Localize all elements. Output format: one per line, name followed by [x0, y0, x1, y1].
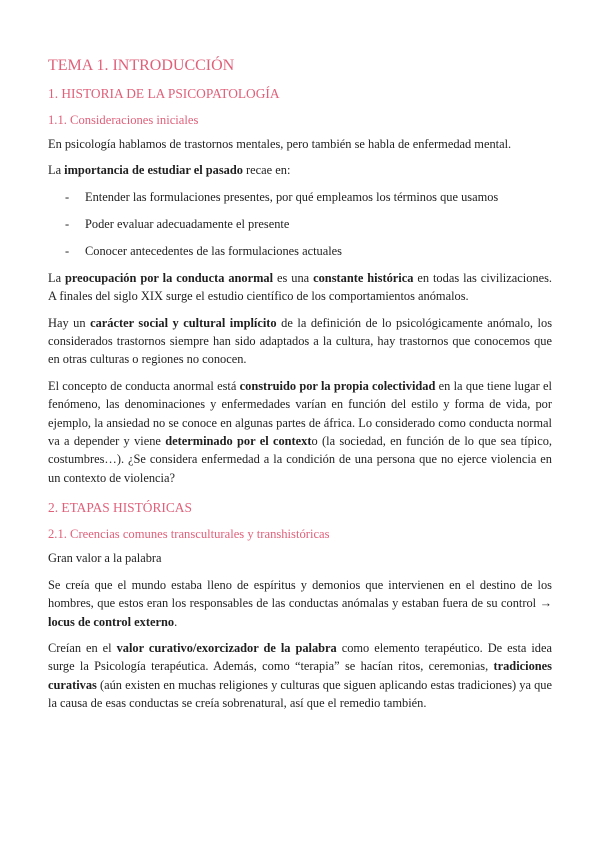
document-page — [48, 56, 552, 721]
section-2-1-subheading: 2.1. Creencias comunes transculturales y transhistóricas — [48, 527, 330, 542]
section-2-heading: 2. ETAPAS HISTÓRICAS — [48, 500, 192, 516]
page-title: TEMA 1. INTRODUCCIÓN — [48, 57, 235, 74]
section-1-1-subheading: 1.1. Consideraciones iniciales — [48, 113, 199, 127]
paragraph-concept: El concepto de conducta anormal está construido por la propia colectividad en la que tiene lugar el fenómeno, las denominaciones y enfermedades varían en función del estilo y forma de vida, por ejemplo, la ansiedad no se conoce en algunas partes de áfrica. Lo considerado como conducta normal va a depender y viene determinado por el contexto (la sociedad, en función de lo que sea típico, costumbres…). ¿Se considera enfermedad a la condición de una persona que no ejerce violencia en un contexto de violencia? — [48, 378, 552, 485]
list-item: - Poder evaluar adecuadamente el presente — [65, 216, 290, 231]
list-item: - Entender las formulaciones presentes, por qué empleamos los términos que usamos — [65, 189, 499, 204]
paragraph-healing-word: Creían en el valor curativo/exorcizador de la palabra como elemento terapéutico. De esta idea surge la Psicología terapéutica. Además, como “terapia” se hacían ritos, ceremonias, tradiciones curativas (aún existen en muchas religiones y culturas que siguen aplicando estas tradiciones) ya que la causa de esas conductas se creía sobrenatural, así que el remedio también. — [48, 640, 552, 711]
list-item: - Conocer antecedentes de las formulaciones actuales — [65, 243, 342, 258]
reasons-list — [48, 188, 552, 260]
paragraph-spirits: Se creía que el mundo estaba lleno de espíritus y demonios que intervienen en el destino de los hombres, que estos eran los responsables de las conductas anómalas y estaban fuera de su control → locus de control externo. — [48, 577, 552, 629]
paragraph-word-value: Gran valor a la palabra — [48, 551, 162, 566]
paragraph-social-cultural: Hay un carácter social y cultural implícito de la definición de lo psicológicamente anómalo, los considerados trastornos siempre han sido adaptados a la cultura, hay trastornos que conocemos que en otras culturas o regiones no conocen. — [48, 315, 553, 367]
paragraph-importance: La importancia de estudiar el pasado recae en: — [48, 163, 291, 178]
section-1-heading: 1. HISTORIA DE LA PSICOPATOLOGÍA — [48, 86, 280, 101]
paragraph-abnormal-behavior: La preocupación por la conducta anormal es una constante histórica en todas las civilizaciones. A finales del siglo XIX surge el estudio científico de los comportamientos anómalos. — [48, 270, 553, 304]
paragraph-intro: En psicología hablamos de trastornos mentales, pero también se habla de enfermedad mental. — [48, 137, 512, 151]
